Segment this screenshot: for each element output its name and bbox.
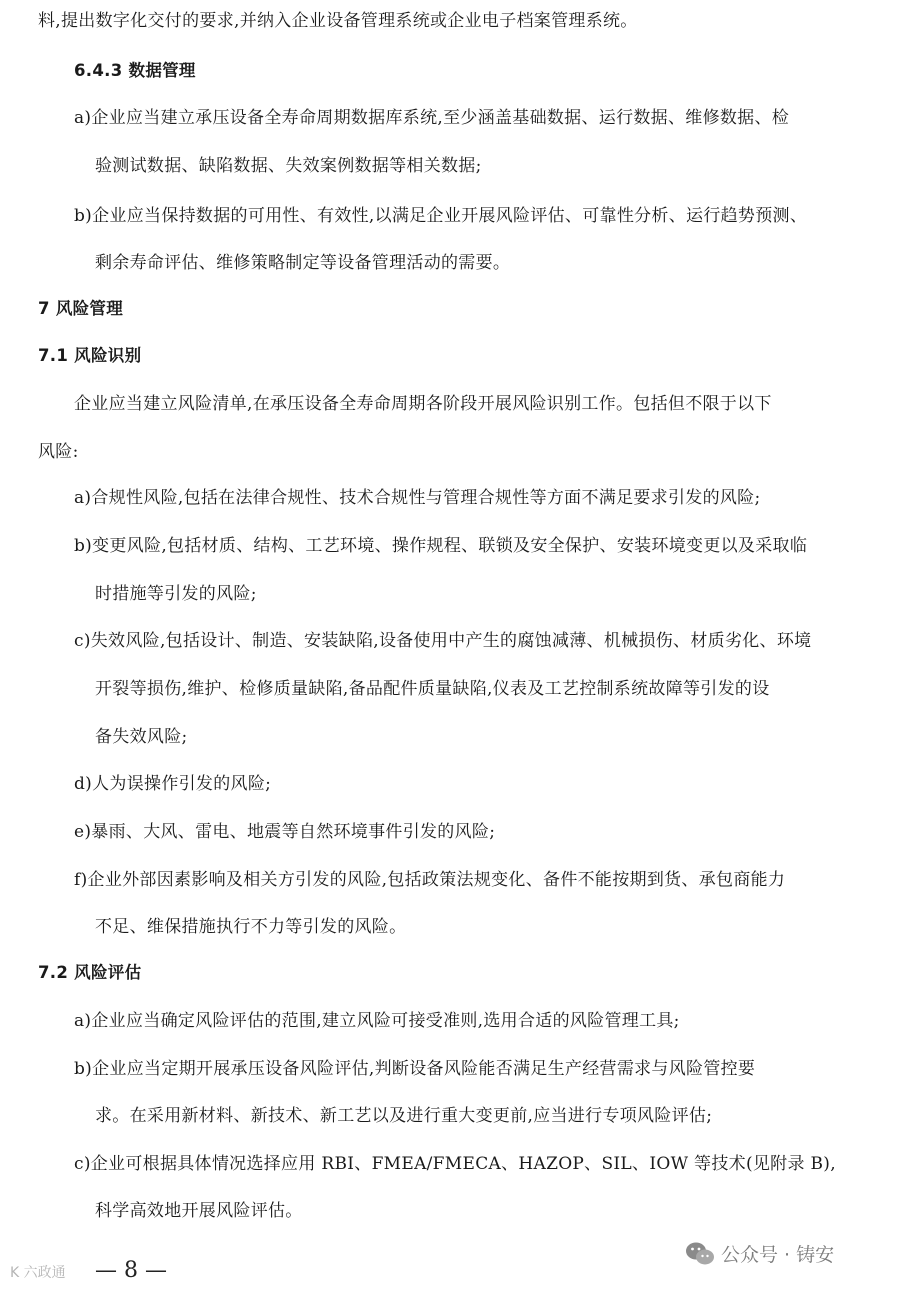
paragraph-line: 企业应当建立风险清单,在承压设备全寿命周期各阶段开展风险识别工作。包括但不限于以下 xyxy=(74,394,772,414)
list-item-line: a)企业应当确定风险评估的范围,建立风险可接受准则,选用合适的风险管理工具; xyxy=(74,1011,680,1031)
list-item-line: 开裂等损伤,维护、检修质量缺陷,备品配件质量缺陷,仪表及工艺控制系统故障等引发的设 xyxy=(95,679,770,699)
list-item-line: 科学高效地开展风险评估。 xyxy=(95,1201,303,1221)
watermark-left: K 六政通 xyxy=(10,1265,66,1281)
list-item-line: a)企业应当建立承压设备全寿命周期数据库系统,至少涵盖基础数据、运行数据、维修数据、检 xyxy=(74,108,790,128)
paragraph-line: 风险: xyxy=(38,442,79,462)
wechat-watermark xyxy=(685,1240,834,1267)
list-item-line: 求。在采用新材料、新技术、新工艺以及进行重大变更前,应当进行专项风险评估; xyxy=(95,1106,713,1126)
watermark-text: 公众号 · 铸安 xyxy=(721,1244,835,1266)
section-heading-7-1: 7.1 风险识别 xyxy=(38,346,142,365)
page-number: — 8 — xyxy=(95,1258,167,1283)
list-item-line: 时措施等引发的风险; xyxy=(95,584,257,604)
section-heading-7: 7 风险管理 xyxy=(38,299,124,318)
list-item-line: 不足、维保措施执行不力等引发的风险。 xyxy=(95,917,407,937)
list-item-line: b)企业应当定期开展承压设备风险评估,判断设备风险能否满足生产经营需求与风险管控要 xyxy=(74,1059,756,1079)
list-item-line: b)变更风险,包括材质、结构、工艺环境、操作规程、联锁及安全保护、安装环境变更以及采取临 xyxy=(74,536,808,556)
paragraph-line: 料,提出数字化交付的要求,并纳入企业设备管理系统或企业电子档案管理系统。 xyxy=(38,11,638,31)
list-item-line: d)人为误操作引发的风险; xyxy=(74,774,272,794)
section-heading-6-4-3: 6.4.3 数据管理 xyxy=(74,61,196,80)
list-item-line: e)暴雨、大风、雷电、地震等自然环境事件引发的风险; xyxy=(74,822,496,842)
list-item-line: f)企业外部因素影响及相关方引发的风险,包括政策法规变化、备件不能按期到货、承包商能力 xyxy=(74,870,786,890)
list-item-line: 备失效风险; xyxy=(95,727,188,747)
list-item-line: b)企业应当保持数据的可用性、有效性,以满足企业开展风险评估、可靠性分析、运行趋势预测、 xyxy=(74,206,808,226)
list-item-line: a)合规性风险,包括在法律合规性、技术合规性与管理合规性等方面不满足要求引发的风险; xyxy=(74,488,761,508)
wechat-icon xyxy=(685,1241,715,1267)
section-heading-7-2: 7.2 风险评估 xyxy=(38,963,142,982)
list-item-line: 验测试数据、缺陷数据、失效案例数据等相关数据; xyxy=(95,156,482,176)
list-item-line: 剩余寿命评估、维修策略制定等设备管理活动的需要。 xyxy=(95,253,511,273)
list-item-line: c)失效风险,包括设计、制造、安装缺陷,设备使用中产生的腐蚀减薄、机械损伤、材质劣化、环境 xyxy=(74,631,812,651)
list-item-line: c)企业可根据具体情况选择应用 RBI、FMEA/FMECA、HAZOP、SIL、IOW 等技术(见附录 B), xyxy=(74,1154,836,1174)
